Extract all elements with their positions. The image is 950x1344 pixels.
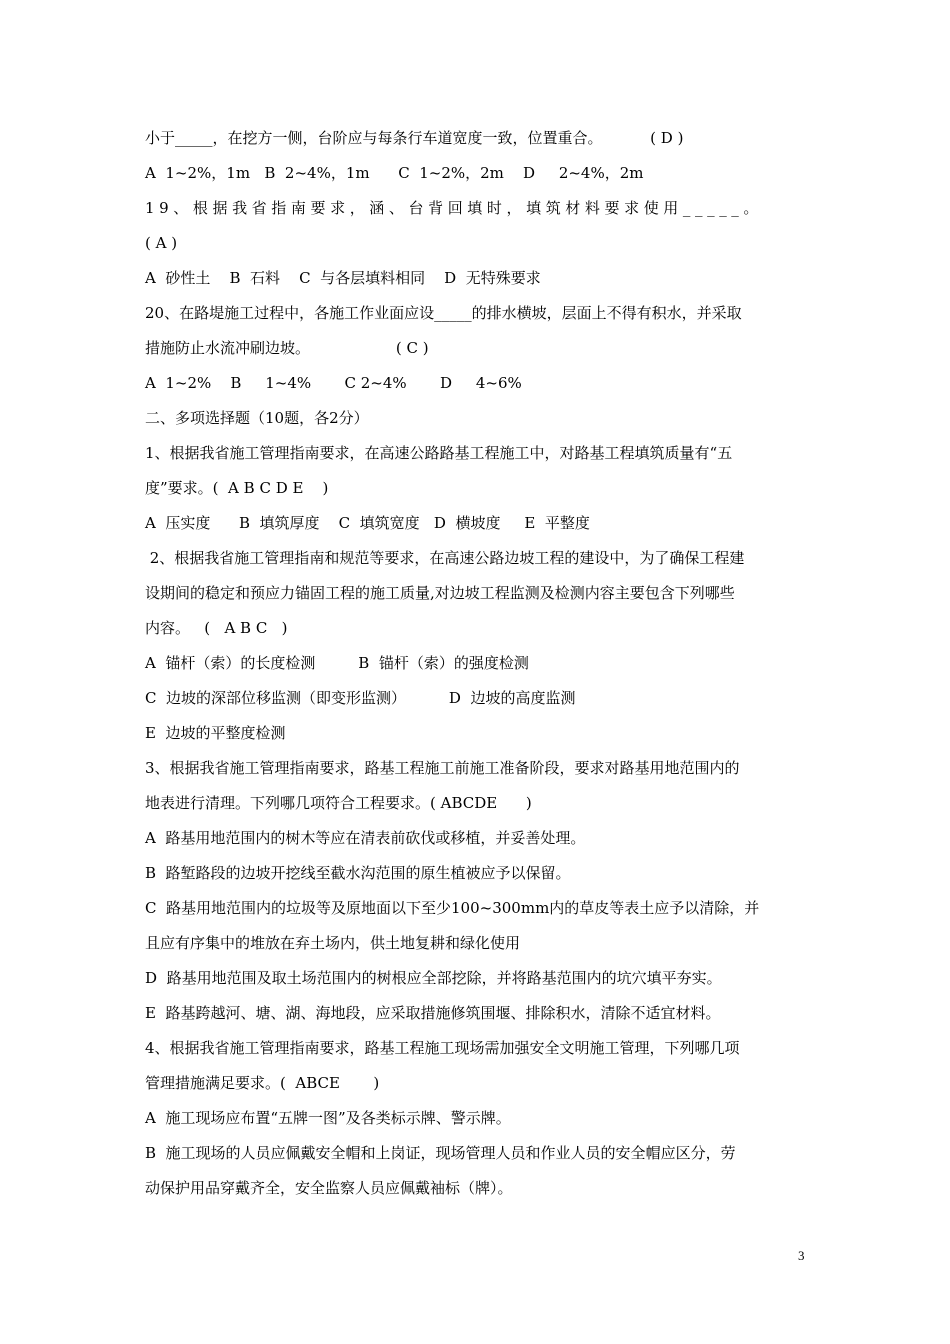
- text-line: 且应有序集中的堆放在弃土场内，供土地复耕和绿化使用: [145, 934, 521, 952]
- text-line: A 1~2% B 1~4% C 2~4% D 4~6%: [145, 374, 522, 392]
- text-line: 度”要求。( A B C D E ): [145, 479, 329, 497]
- text-line: A 施工现场应布置“五牌一图”及各类标示牌、警示牌。: [145, 1109, 511, 1127]
- text-line: E 边坡的平整度检测: [145, 724, 286, 742]
- text-line: 动保护用品穿戴齐全，安全监察人员应佩戴袖标（牌）。: [145, 1179, 513, 1197]
- section-heading: 二、多项选择题（10题，各2分）: [145, 409, 369, 427]
- text-line: A 压实度 B 填筑厚度 C 填筑宽度 D 横坡度 E 平整度: [145, 514, 590, 532]
- text-line: B 路堑路段的边坡开挖线至截水沟范围的原生植被应予以保留。: [145, 864, 571, 882]
- page-number: 3: [798, 1248, 805, 1263]
- text-line: ( A ): [145, 234, 178, 252]
- text-line: 设期间的稳定和预应力锚固工程的施工质量,对边坡工程监测及检测内容主要包含下列哪些: [145, 584, 735, 602]
- text-line: 内容。 ( A B C ): [145, 619, 288, 637]
- text-line: 3、根据我省施工管理指南要求，路基工程施工前施工准备阶段，要求对路基用地范围内的: [145, 759, 740, 777]
- text-line: A 锚杆（索）的长度检测 B 锚杆（索）的强度检测: [145, 654, 529, 672]
- text-line: 2、根据我省施工管理指南和规范等要求，在高速公路边坡工程的建设中，为了确保工程建: [145, 549, 745, 567]
- text-line: B 施工现场的人员应佩戴安全帽和上岗证，现场管理人员和作业人员的安全帽应区分，劳: [145, 1144, 736, 1162]
- text-line: 地表进行清理。下列哪几项符合工程要求。( ABCDE ): [145, 794, 532, 812]
- text-line: 19、根据我省指南要求，涵、台背回填时，填筑材料要求使用_____。: [145, 199, 763, 217]
- text-line: D 路基用地范围及取土场范围内的树根应全部挖除，并将路基范围内的坑穴填平夯实。: [145, 969, 722, 987]
- text-line: A 砂性土 B 石料 C 与各层填料相同 D 无特殊要求: [145, 269, 541, 287]
- text-line: 措施防止水流冲刷边坡。 ( C ): [145, 339, 429, 357]
- text-line: 4、根据我省施工管理指南要求，路基工程施工现场需加强安全文明施工管理，下列哪几项: [145, 1039, 740, 1057]
- text-line: 小于_____，在挖方一侧，台阶应与每条行车道宽度一致，位置重合。 ( D ): [145, 129, 684, 147]
- text-line: A 路基用地范围内的树木等应在清表前砍伐或移植，并妥善处理。: [145, 829, 586, 847]
- text-line: C 边坡的深部位移监测（即变形监测） D 边坡的高度监测: [145, 689, 576, 707]
- text-line: C 路基用地范围内的垃圾等及原地面以下至少100~300mm内的草皮等表土应予以清除，并: [145, 899, 760, 917]
- text-line: A 1~2%，1m B 2~4%，1m C 1~2%，2m D 2~4%，2m: [145, 164, 644, 182]
- text-line: 20、在路堤施工过程中，各施工作业面应设_____的排水横坡，层面上不得有积水，并采取: [145, 304, 742, 322]
- text-line: 1、根据我省施工管理指南要求，在高速公路路基工程施工中，对路基工程填筑质量有“五: [145, 444, 733, 462]
- text-line: E 路基跨越河、塘、湖、海地段，应采取措施修筑围堰、排除积水，清除不适宜材料。: [145, 1004, 721, 1022]
- text-line: 管理措施满足要求。( ABCE ): [145, 1074, 380, 1092]
